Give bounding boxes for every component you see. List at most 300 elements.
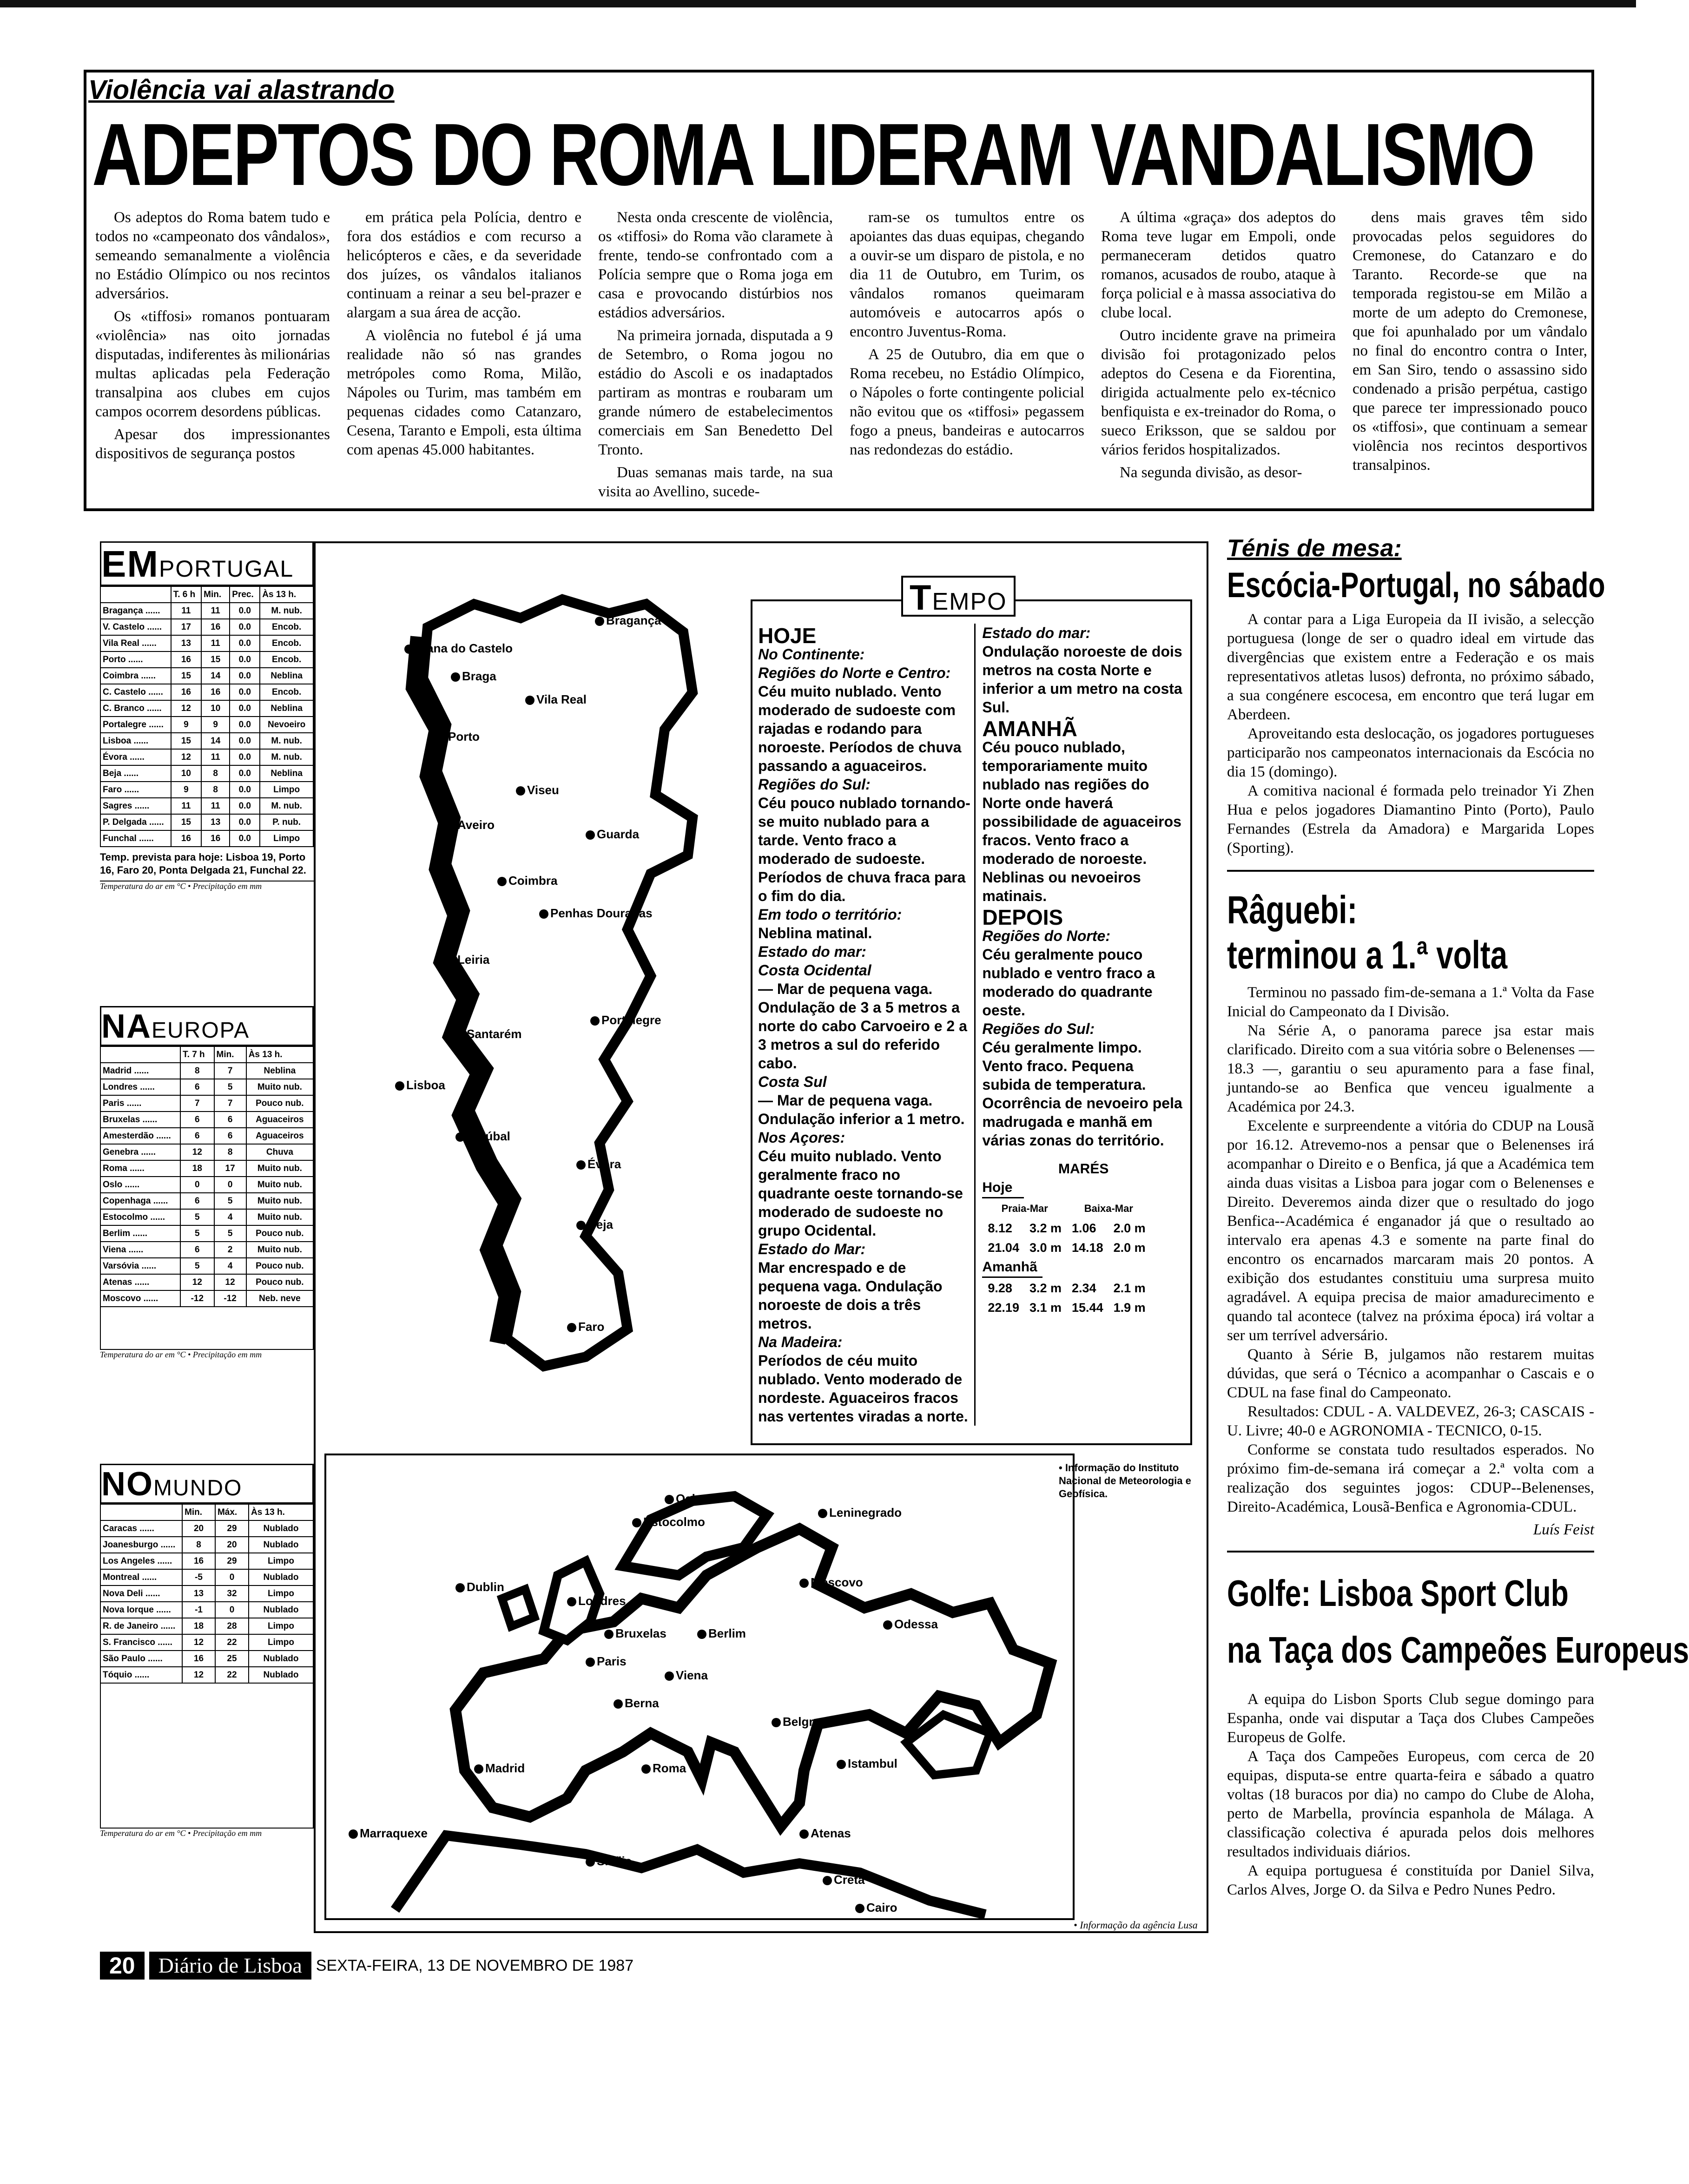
- body-paragraph: A equipa do Lisbon Sports Club segue domingo para Espanha, onde vai disputar a Taça dos Clubes Campeões Europeus de Golfe.: [1227, 1691, 1594, 1746]
- table-row: [100, 1274, 313, 1290]
- table-row: [100, 1177, 313, 1193]
- portugal-weather-box: [100, 541, 314, 997]
- europe-map-city-name: Berna: [625, 1696, 659, 1710]
- portugal-map-city-label: [595, 613, 661, 628]
- europa-value-cell: 6: [214, 1112, 246, 1128]
- europa-value-cell: Muito nub.: [246, 1177, 313, 1193]
- europa-title-small: EUROPA: [152, 1018, 250, 1043]
- body-paragraph: Aproveitando esta deslocação, os jogadores portugueses participarão nos campeonatos internacionais da Escócia no dia 15 (domingo).: [1227, 725, 1594, 781]
- table-row: [100, 1667, 313, 1683]
- portugal-value-cell: 11: [171, 798, 201, 814]
- portugal-value-cell: 11: [201, 798, 230, 814]
- portugal-map-city-label: [446, 953, 489, 967]
- portugal-map-city-label: [437, 730, 480, 744]
- portugal-header-cell: Às 13 h.: [260, 586, 313, 603]
- city-dot-icon: [823, 1876, 832, 1885]
- europa-city-cell: Oslo ......: [100, 1177, 180, 1193]
- portugal-value-cell: 11: [201, 603, 230, 619]
- mundo-city-cell: Los Angeles ......: [100, 1553, 182, 1569]
- tempo-title-big: T: [910, 578, 932, 618]
- mares-cell: 14.18: [1072, 1241, 1103, 1255]
- europa-value-cell: 17: [214, 1160, 246, 1177]
- europa-city-cell: Genebra ......: [100, 1144, 180, 1160]
- city-dot-icon: [516, 786, 525, 796]
- portugal-city-cell: Vila Real ......: [100, 635, 171, 651]
- portugal-value-cell: 0.0: [230, 830, 260, 847]
- article-paragraph: Duas semanas mais tarde, na sua visita ao Avellino, sucede-: [598, 464, 833, 500]
- article-paragraph: Na segunda divisão, as desor-: [1120, 464, 1302, 481]
- portugal-header-cell: Prec.: [230, 586, 260, 603]
- europe-map-city-label: [665, 1492, 703, 1506]
- europa-title: [100, 1006, 314, 1046]
- europa-city-cell: Roma ......: [100, 1160, 180, 1177]
- tempo-subheading: Estado do mar:: [982, 625, 1091, 641]
- europa-city-cell: Varsóvia ......: [100, 1258, 180, 1274]
- mundo-value-cell: 25: [215, 1651, 249, 1667]
- mundo-value-cell: 0: [215, 1569, 249, 1585]
- portugal-map-city-name: Bragança: [606, 613, 661, 627]
- europa-value-cell: 7: [180, 1095, 214, 1112]
- mundo-value-cell: 20: [182, 1520, 215, 1537]
- body-paragraph: Conforme se constata tudo resultados esperados. No próximo fim-de-semana irá começar a 2.ª volta com a realização dos seguintes jogos: CDUP--Belenenses, Direito-Académica, Lousã-Benfica e Agronomia-CDUL.: [1227, 1441, 1594, 1515]
- golfe-body: [1227, 1690, 1594, 1900]
- tempo-paragraph: — Mar de pequena vaga. Ondulação de 3 a 5 metros a norte do cabo Carvoeiro e 2 a 3 metros a sul do referido cabo.: [758, 980, 967, 1072]
- tempo-subheading: Regiões do Norte e Centro:: [758, 664, 951, 681]
- tempo-paragraph: Céu geralmente limpo. Vento fraco. Pequena subida de temperatura. Ocorrência de nevoeiro pela madrugada e manhã em várias zonas do território.: [982, 1039, 1182, 1149]
- europa-city-cell: Copenhaga ......: [100, 1193, 180, 1209]
- portugal-map-city-label: [455, 1129, 510, 1144]
- tempo-subheading: Regiões do Norte:: [982, 928, 1110, 944]
- portugal-value-cell: Neblina: [260, 765, 313, 782]
- portugal-header-cell: Min.: [201, 586, 230, 603]
- mundo-value-cell: 29: [215, 1553, 249, 1569]
- table-row: [100, 765, 313, 782]
- city-dot-icon: [576, 1221, 586, 1230]
- tempo-subheading: Regiões do Sul:: [758, 776, 871, 793]
- article-paragraph: Nesta onda crescente de violência, os «tiffosi» do Roma vão claramete à frente, tendo-se confrontado com a Polícia sempre que o Roma joga em casa e provocando distúrbios nos estádios adversários.: [598, 209, 833, 321]
- mundo-title-big: NO: [101, 1466, 153, 1503]
- tempo-heading: AMANHÃ: [982, 717, 1077, 741]
- article-paragraph: dens mais graves têm sido provocadas pelos seguidores do Cremonese, do Catanzaro e do Taranto. Recorde-se que na temporada registou-se em Milão a morte de um adepto do Cremonese, que foi apunhalado por um vândalo no final do encontro contra o Inter, em San Siro, tendo o assassino sido condenado a prisão perpétua, castigo que parece ter impressionado pouco os «tiffosi», que continuam a semear violência nos recintos desportivos transalpinos.: [1353, 209, 1587, 474]
- raguebi-title-1: Râguebi:: [1227, 888, 1358, 932]
- portugal-map-city-name: Porto: [448, 730, 480, 743]
- city-dot-icon: [665, 1671, 674, 1681]
- portugal-map-city-label: [451, 669, 496, 684]
- europe-map-city-name: Istambul: [848, 1756, 897, 1770]
- portugal-map-city-name: Santarém: [467, 1027, 522, 1041]
- mares-block: [982, 1160, 1185, 1318]
- tempo-paragraph: Céu muito nublado. Vento moderado de sudoeste com rajadas e rodando para noroeste. Períodos de chuva passando a aguaceiros.: [758, 683, 962, 774]
- portugal-map-city-name: Aveiro: [457, 818, 495, 832]
- tempo-paragraph: Céu muito nublado. Vento geralmente fraco no quadrante oeste tornando-se moderado de sudoeste no grupo Ocidental.: [758, 1148, 963, 1239]
- portugal-map-city-label: [455, 1027, 522, 1041]
- europa-value-cell: 6: [214, 1128, 246, 1144]
- portugal-map-city-label: [590, 1013, 661, 1027]
- europa-header-cell: [100, 1046, 180, 1063]
- portugal-city-cell: Porto ......: [100, 651, 171, 668]
- mundo-header-cell: Às 13 h.: [249, 1504, 313, 1520]
- article-column-4: [850, 208, 1084, 463]
- mares-hoje-label: Hoje: [982, 1178, 1024, 1198]
- europe-map-source: • Informação da agência Lusa: [1074, 1919, 1198, 1931]
- tempo-title: [901, 576, 1016, 617]
- portugal-note: Temperatura do ar em °C • Precipitação em mm: [100, 881, 314, 891]
- europe-map-city-label: [883, 1617, 938, 1631]
- article-headline: ADEPTOS DO ROMA LIDERAM VANDALISMO: [92, 105, 1534, 204]
- raguebi-author: Luís Feist: [1533, 1521, 1594, 1538]
- table-row: [100, 1651, 313, 1667]
- europa-city-cell: Madrid ......: [100, 1063, 180, 1079]
- city-dot-icon: [604, 1630, 614, 1639]
- europe-map-city-name: Atenas: [811, 1826, 851, 1840]
- portugal-map-city-name: Évora: [587, 1157, 621, 1171]
- mares-row: [983, 1298, 1150, 1317]
- portugal-forecast: Temp. prevista para hoje: Lisboa 19, Porto 16, Faro 20, Ponta Delgada 21, Funchal 22.: [100, 851, 306, 876]
- newspaper-name: Diário de Lisboa: [149, 1952, 311, 1980]
- europa-value-cell: Aguaceiros: [246, 1128, 313, 1144]
- portugal-city-cell: P. Delgada ......: [100, 814, 171, 830]
- portugal-value-cell: 16: [171, 651, 201, 668]
- tempo-subheading: Estado do Mar:: [758, 1241, 866, 1257]
- mundo-value-cell: 22: [215, 1634, 249, 1651]
- europa-value-cell: 5: [214, 1193, 246, 1209]
- mares-cell: 3.2 m: [1029, 1221, 1062, 1235]
- mares-cell: 2.0 m: [1113, 1221, 1146, 1235]
- city-dot-icon: [349, 1829, 358, 1839]
- europa-city-cell: Berlim ......: [100, 1225, 180, 1242]
- portugal-value-cell: 14: [201, 668, 230, 684]
- city-dot-icon: [567, 1597, 576, 1606]
- europe-map-city-label: [632, 1515, 705, 1529]
- portugal-map-city-name: Portalegre: [601, 1013, 661, 1027]
- europa-city-cell: Moscovo ......: [100, 1290, 180, 1307]
- article-kicker: Violência vai alastrando: [88, 75, 395, 105]
- portugal-value-cell: M. nub.: [260, 603, 313, 619]
- article-paragraph: em prática pela Polícia, dentro e fora dos estádios e com recurso a helicópteros e cães, e da severidade dos juízes, os vândalos italianos continuam a reinar a seu bel-prazer e alargam a sua área de acção.: [347, 209, 581, 321]
- mundo-value-cell: Limpo: [249, 1634, 313, 1651]
- portugal-value-cell: 15: [171, 733, 201, 749]
- mares-cell: 2.1 m: [1113, 1281, 1146, 1295]
- portugal-table: [100, 586, 314, 847]
- table-row: [100, 603, 313, 619]
- europa-value-cell: 7: [214, 1063, 246, 1079]
- portugal-city-cell: Faro ......: [100, 782, 171, 798]
- tempo-subheading: Em todo o território:: [758, 906, 902, 923]
- portugal-value-cell: 0.0: [230, 651, 260, 668]
- article-paragraph: Outro incidente grave na primeira divisão foi protagonizado pelos adeptos do Cesena e da Fiorentina, dirigida actualmente pelo ex-técnico benfiquista e ex-treinador do Roma, o sueco Eriksson, que se saldou por vários feridos hospitalizados.: [1101, 327, 1336, 458]
- europe-map-city-name: Cairo: [866, 1901, 897, 1914]
- table-row: [100, 1079, 313, 1095]
- mundo-value-cell: 18: [182, 1618, 215, 1634]
- europa-header-cell: T. 7 h: [180, 1046, 214, 1063]
- table-row: [100, 1553, 313, 1569]
- europa-title-big: NA: [101, 1008, 152, 1045]
- portugal-city-cell: C. Branco ......: [100, 700, 171, 717]
- portugal-value-cell: 12: [171, 700, 201, 717]
- portugal-map-city-label: [516, 783, 559, 797]
- portugal-value-cell: 0.0: [230, 717, 260, 733]
- europa-value-cell: 8: [180, 1063, 214, 1079]
- mundo-city-cell: Nova Iorque ......: [100, 1602, 182, 1618]
- portugal-value-cell: 0.0: [230, 635, 260, 651]
- body-paragraph: A equipa portuguesa é constituída por Daniel Silva, Carlos Alves, Jorge O. da Silva e Pedro Nunes Pedro.: [1227, 1862, 1594, 1898]
- city-dot-icon: [641, 1764, 651, 1774]
- city-dot-icon: [446, 821, 455, 830]
- mares-cell: 3.2 m: [1029, 1281, 1062, 1295]
- article-paragraph: A última «graça» dos adeptos do Roma teve lugar em Empoli, onde permaneceram detidos quatro romanos, acusados de roubo, ataque à força policial e à massa associativa do clube local.: [1101, 209, 1336, 321]
- portugal-value-cell: 14: [201, 733, 230, 749]
- portugal-value-cell: 17: [171, 619, 201, 635]
- top-rule: [0, 0, 1636, 7]
- portugal-map-city-name: Penhas Douradas: [550, 906, 653, 920]
- tenis-kicker: Ténis de mesa:: [1227, 535, 1402, 562]
- mundo-value-cell: Nublado: [249, 1651, 313, 1667]
- article-paragraph: A 25 de Outubro, dia em que o Roma recebeu, no Estádio Olímpico, o Nápoles o forte contingente policial não evitou que os «tiffosi» pegassem fogo a pneus, bandeiras e autocarros nas redondezas do estádio.: [850, 346, 1084, 458]
- tempo-heading: DEPOIS: [982, 905, 1063, 929]
- tempo-paragraph: Céu geralmente pouco nublado e ventro fraco a moderado do quadrante oeste.: [982, 946, 1155, 1019]
- body-paragraph: A Taça dos Campeões Europeus, com cerca de 20 equipas, disputa-se entre quarta-feira e sábado a quatro voltas (18 buracos por dia) no campo do Clube de Aloha, perto de Marbella, província espanhola de Málaga. A classificação colectiva é apurada pelos dois melhores resultados individuais diários.: [1227, 1748, 1594, 1860]
- city-dot-icon: [586, 1658, 595, 1667]
- footer-date: SEXTA-FEIRA, 13 DE NOVEMBRO DE 1987: [316, 1956, 634, 1974]
- europa-value-cell: Neblina: [246, 1063, 313, 1079]
- portugal-map-city-name: Vila Real: [536, 692, 587, 706]
- portugal-map-city-name: Coimbra: [508, 874, 558, 888]
- europe-map-city-name: Sicília: [597, 1854, 632, 1868]
- europa-value-cell: Muito nub.: [246, 1209, 313, 1225]
- europe-map-city-label: [837, 1756, 897, 1771]
- europe-map-city-label: [455, 1580, 504, 1594]
- table-row: [100, 1242, 313, 1258]
- europa-value-cell: 4: [214, 1209, 246, 1225]
- europa-table: [100, 1046, 314, 1307]
- europe-map-city-name: Belgrado: [783, 1715, 835, 1729]
- europe-map-city-name: Berlim: [708, 1626, 746, 1640]
- portugal-map-cities: [367, 576, 720, 1403]
- europa-value-cell: Chuva: [246, 1144, 313, 1160]
- europe-map-city-name: Moscovo: [811, 1575, 863, 1589]
- city-dot-icon: [772, 1718, 781, 1727]
- mares-row: [983, 1219, 1150, 1237]
- mundo-city-cell: R. de Janeiro ......: [100, 1618, 182, 1634]
- portugal-value-cell: 0.0: [230, 765, 260, 782]
- table-row: [100, 700, 313, 717]
- city-dot-icon: [455, 1583, 465, 1592]
- europa-city-cell: Londres ......: [100, 1079, 180, 1095]
- mundo-title-small: MUNDO: [153, 1476, 243, 1500]
- europe-map-city-label: [697, 1626, 746, 1641]
- portugal-header-cell: [100, 586, 171, 603]
- city-dot-icon: [586, 1857, 595, 1867]
- mundo-value-cell: -1: [182, 1602, 215, 1618]
- portugal-value-cell: Encob.: [260, 651, 313, 668]
- article-paragraph: A violência no futebol é já uma realidade não só nas grandes metrópoles como Roma, Milão, Nápoles ou Turim, mas também em pequenas cidades como Catanzaro, Cesena, Taranto e Empoli, esta última com apenas 45.000 habitantes.: [347, 327, 581, 458]
- mundo-value-cell: Nublado: [249, 1667, 313, 1683]
- mundo-note: Temperatura do ar em °C • Precipitação em mm: [100, 1828, 314, 1838]
- europa-value-cell: Pouco nub.: [246, 1225, 313, 1242]
- mares-table-hoje: [982, 1198, 1151, 1258]
- mundo-value-cell: 12: [182, 1634, 215, 1651]
- europa-value-cell: 5: [214, 1079, 246, 1095]
- portugal-city-cell: Sagres ......: [100, 798, 171, 814]
- table-row: [100, 1128, 313, 1144]
- table-row: [100, 1634, 313, 1651]
- mundo-table-spacer: [100, 1684, 314, 1828]
- mundo-city-cell: São Paulo ......: [100, 1651, 182, 1667]
- portugal-map-city-label: [497, 874, 557, 888]
- mundo-value-cell: Nublado: [249, 1602, 313, 1618]
- portugal-value-cell: 16: [201, 684, 230, 700]
- city-dot-icon: [539, 909, 548, 919]
- tempo-left-column: [758, 624, 976, 1426]
- page-number: 20: [100, 1952, 145, 1980]
- article-column-1: [95, 208, 330, 467]
- mares-cell: 3.1 m: [1029, 1301, 1062, 1315]
- golfe-divider: [1227, 1551, 1594, 1552]
- portugal-map-city-name: Faro: [578, 1320, 605, 1334]
- city-dot-icon: [455, 1030, 465, 1039]
- mares-row: [983, 1279, 1150, 1297]
- table-row: [100, 749, 313, 765]
- europa-value-cell: 8: [214, 1144, 246, 1160]
- europa-value-cell: 0: [180, 1177, 214, 1193]
- mundo-value-cell: 20: [215, 1537, 249, 1553]
- city-dot-icon: [837, 1760, 846, 1769]
- portugal-map-city-label: [395, 1078, 445, 1092]
- body-paragraph: A comitiva nacional é formada pelo treinador Yi Zhen Hua e pelos jogadores Diamantino Pinto (Porto), Paulo Fernandes (Estrela da Amadora) e Margarida Lopes (Sporting).: [1227, 783, 1594, 857]
- tempo-title-small: EMPO: [932, 588, 1007, 615]
- europa-value-cell: Pouco nub.: [246, 1095, 313, 1112]
- tempo-subheading: Costa Sul: [758, 1073, 827, 1090]
- portugal-value-cell: Neblina: [260, 700, 313, 717]
- mundo-value-cell: 12: [182, 1667, 215, 1683]
- mundo-header-cell: Máx.: [215, 1504, 249, 1520]
- portugal-title-small: PORTUGAL: [159, 556, 294, 582]
- europa-value-cell: 18: [180, 1160, 214, 1177]
- europe-map-city-label: [349, 1826, 428, 1841]
- mares-row: [983, 1238, 1150, 1257]
- mundo-title: [100, 1464, 314, 1504]
- table-row: [100, 1618, 313, 1634]
- mares-amanha-label: Amanhã: [982, 1258, 1042, 1278]
- mundo-city-cell: Caracas ......: [100, 1520, 182, 1537]
- portugal-value-cell: Limpo: [260, 782, 313, 798]
- mundo-value-cell: Limpo: [249, 1553, 313, 1569]
- tempo-columns: [758, 624, 1185, 1426]
- portugal-value-cell: 8: [201, 782, 230, 798]
- portugal-value-cell: Nevoeiro: [260, 717, 313, 733]
- portugal-value-cell: M. nub.: [260, 733, 313, 749]
- raguebi-divider: [1227, 870, 1594, 872]
- europa-value-cell: 6: [180, 1079, 214, 1095]
- city-dot-icon: [437, 733, 446, 742]
- mundo-value-cell: 13: [182, 1585, 215, 1602]
- europe-map-city-name: Oslo: [676, 1492, 703, 1506]
- mundo-city-cell: S. Francisco ......: [100, 1634, 182, 1651]
- article-paragraph: Apesar dos impressionantes dispositivos de segurança postos: [95, 426, 330, 462]
- city-dot-icon: [497, 877, 507, 886]
- mares-cell: 8.12: [988, 1221, 1012, 1235]
- city-dot-icon: [855, 1904, 864, 1913]
- table-row: [100, 1112, 313, 1128]
- city-dot-icon: [446, 956, 455, 965]
- table-row: [100, 1095, 313, 1112]
- table-row: [100, 1290, 313, 1307]
- mares-cell: 1.06: [1072, 1221, 1096, 1235]
- europa-city-cell: Atenas ......: [100, 1274, 180, 1290]
- europa-value-cell: 5: [180, 1225, 214, 1242]
- europa-value-cell: Neb. neve: [246, 1290, 313, 1307]
- mares-cell: 9.28: [988, 1281, 1012, 1295]
- table-row: [100, 668, 313, 684]
- europa-value-cell: Aguaceiros: [246, 1112, 313, 1128]
- europa-value-cell: 2: [214, 1242, 246, 1258]
- body-paragraph: Na Série A, o panorama parece jsa estar mais clarificado. Direito com a sua vitória sobre o Belenenses — 18.3 —, garantiu o seu apuramento para a fase final, juntando-se ao Benfica que venceu igualmente a Académica por 24.3.: [1227, 1022, 1594, 1115]
- table-row: [100, 717, 313, 733]
- table-row: [100, 1258, 313, 1274]
- table-row: [100, 651, 313, 668]
- article-column-3: [598, 208, 833, 505]
- mundo-header-cell: Min.: [182, 1504, 215, 1520]
- golfe-title-1: Golfe: Lisboa Sport Club: [1227, 1572, 1569, 1614]
- europe-map-city-label: [586, 1854, 632, 1868]
- portugal-city-cell: Coimbra ......: [100, 668, 171, 684]
- portugal-map-city-label: [586, 827, 639, 842]
- mares-cell: 15.44: [1072, 1301, 1103, 1315]
- portugal-value-cell: 0.0: [230, 749, 260, 765]
- article-column-2: [347, 208, 581, 463]
- body-paragraph: Terminou no passado fim-de-semana a 1.ª Volta da Fase Inicial do Campeonato da I Divisão.: [1227, 984, 1594, 1020]
- europe-map-city-name: Dublin: [467, 1580, 504, 1594]
- europa-value-cell: 5: [180, 1258, 214, 1274]
- portugal-value-cell: 0.0: [230, 733, 260, 749]
- portugal-value-cell: 0.0: [230, 814, 260, 830]
- portugal-map-city-name: Beja: [587, 1217, 613, 1231]
- europe-map-city-name: Paris: [597, 1654, 627, 1668]
- portugal-value-cell: 0.0: [230, 619, 260, 635]
- portugal-value-cell: Limpo: [260, 830, 313, 847]
- table-row: [100, 798, 313, 814]
- table-row: [100, 619, 313, 635]
- portugal-value-cell: 9: [201, 717, 230, 733]
- mares-title: MARÉS: [1058, 1161, 1109, 1177]
- tempo-heading: HOJE: [758, 624, 817, 648]
- article-column-5: [1101, 208, 1336, 486]
- portugal-city-cell: Portalegre ......: [100, 717, 171, 733]
- portugal-value-cell: Encob.: [260, 684, 313, 700]
- europe-map-city-label: [586, 1654, 627, 1669]
- portugal-value-cell: 9: [171, 717, 201, 733]
- portugal-value-cell: 11: [171, 603, 201, 619]
- portugal-map-city-label: [525, 692, 587, 707]
- city-dot-icon: [697, 1630, 706, 1639]
- city-dot-icon: [665, 1495, 674, 1504]
- portugal-map-city-name: Setúbal: [467, 1129, 510, 1143]
- table-row: [100, 684, 313, 700]
- table-row: [100, 733, 313, 749]
- mundo-header-cell: [100, 1504, 182, 1520]
- table-row: [100, 1225, 313, 1242]
- mares-cell: 2.0 m: [1113, 1241, 1146, 1255]
- portugal-value-cell: P. nub.: [260, 814, 313, 830]
- city-dot-icon: [586, 830, 595, 840]
- tenis-body: [1227, 610, 1594, 858]
- europe-map-city-label: [474, 1761, 525, 1776]
- table-row: [100, 635, 313, 651]
- portugal-value-cell: Encob.: [260, 619, 313, 635]
- portugal-value-cell: M. nub.: [260, 798, 313, 814]
- europa-value-cell: -12: [214, 1290, 246, 1307]
- city-dot-icon: [595, 617, 604, 626]
